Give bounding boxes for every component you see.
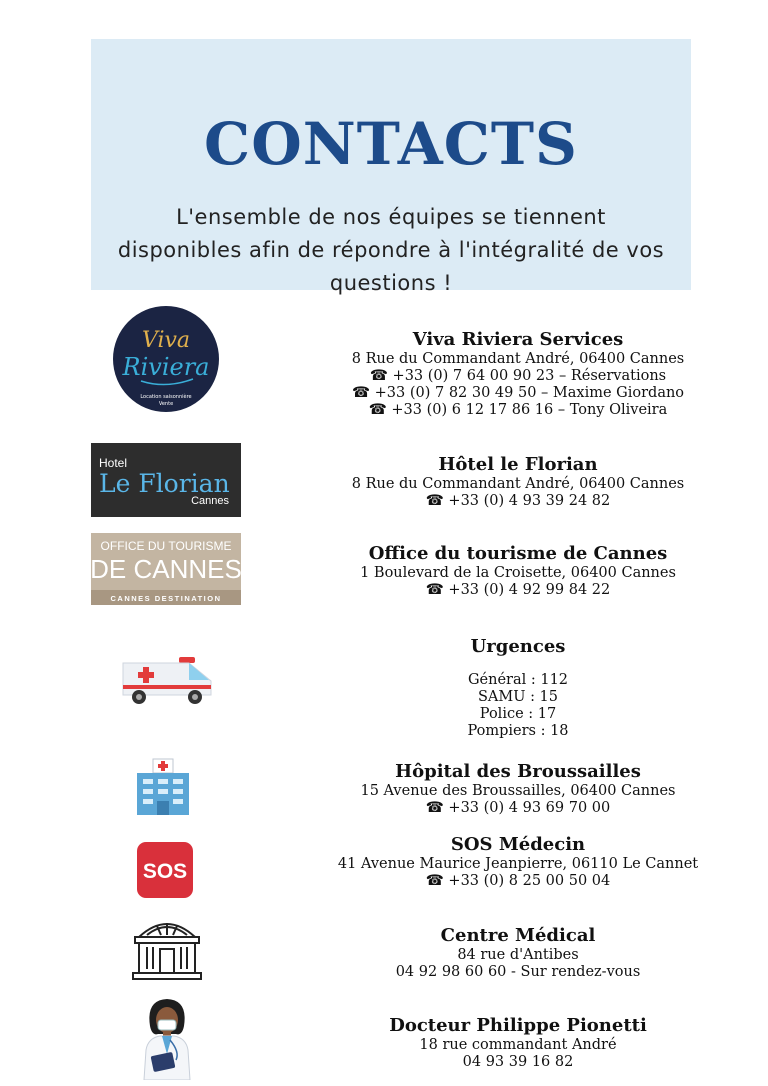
contact-name: Office du tourisme de Cannes — [368, 543, 668, 564]
office-tourisme-logo — [91, 533, 241, 605]
contact-phone[interactable]: ☎ +33 (0) 6 12 17 86 16 – Tony Oliveira — [368, 402, 668, 418]
viva-logo-line2: Riviera — [122, 353, 210, 381]
office-logo-line1: OFFICE DU TOURISME — [100, 539, 232, 553]
florian-logo-line3: Cannes — [191, 495, 229, 507]
contact-address: 41 Avenue Maurice Jeanpierre, 06110 Le Cannet — [337, 856, 699, 872]
contact-name: Viva Riviera Services — [412, 329, 624, 350]
florian-logo-line1: Hotel — [99, 456, 128, 470]
contact-phone[interactable]: ☎ +33 (0) 4 92 99 84 22 — [425, 582, 611, 598]
office-logo-line2: DE CANNES — [91, 554, 241, 584]
ambulance-icon — [119, 655, 215, 707]
page-subtitle: L'ensemble de nos équipes se tiennent disponibles afin de répondre à l'intégralité de vos questions ! — [117, 205, 665, 295]
contact-sos-medecin — [300, 834, 736, 890]
contact-phone[interactable]: ☎ +33 (0) 7 64 00 90 23 – Réservations — [369, 368, 667, 384]
contact-phone[interactable]: ☎ +33 (0) 8 25 00 50 04 — [425, 873, 611, 889]
doctor-illustration — [136, 996, 198, 1080]
hospital-icon — [133, 757, 193, 817]
contact-name: Hôpital des Broussailles — [395, 761, 641, 782]
contact-address: 84 rue d'Antibes — [457, 947, 579, 963]
contact-phone[interactable]: ☎ +33 (0) 4 93 39 24 82 — [425, 493, 611, 509]
contact-phone[interactable]: 04 92 98 60 60 - Sur rendez-vous — [395, 964, 641, 980]
contact-docteur-pionetti — [300, 1015, 736, 1071]
medical-center-building-icon — [131, 913, 203, 981]
contact-address: 1 Boulevard de la Croisette, 06400 Cannes — [360, 565, 676, 581]
header-banner — [91, 39, 691, 295]
hotel-le-florian-logo — [91, 443, 241, 517]
contact-name: Hôtel le Florian — [438, 454, 598, 475]
contact-viva-riviera — [300, 329, 736, 419]
office-logo-line3: CANNES DESTINATION — [110, 594, 222, 603]
sos-badge-label: SOS — [142, 860, 188, 883]
contact-name: Docteur Philippe Pionetti — [389, 1015, 647, 1036]
florian-logo-line2: Le Florian — [99, 469, 230, 498]
contact-phone[interactable]: 04 93 39 16 82 — [462, 1054, 574, 1070]
contact-address: 15 Avenue des Broussailles, 06400 Cannes — [360, 783, 676, 799]
contact-office-tourisme — [300, 543, 736, 599]
emergency-number[interactable]: Pompiers : 18 — [467, 723, 569, 739]
contact-hotel-le-florian — [300, 454, 736, 510]
contact-urgences — [300, 636, 736, 740]
page-title: CONTACTS — [204, 110, 578, 178]
sos-badge — [137, 842, 193, 898]
viva-logo-line4: Vente — [158, 401, 174, 407]
contact-address: 18 rue commandant André — [419, 1037, 617, 1053]
emergency-number[interactable]: SAMU : 15 — [477, 689, 559, 705]
contact-name: SOS Médecin — [450, 834, 586, 855]
contact-name: Urgences — [470, 636, 566, 657]
contact-centre-medical — [300, 925, 736, 981]
viva-logo-line1: Viva — [141, 328, 191, 353]
contact-address: 8 Rue du Commandant André, 06400 Cannes — [351, 351, 685, 367]
contact-phone[interactable]: ☎ +33 (0) 4 93 69 70 00 — [425, 800, 611, 816]
viva-riviera-logo — [111, 305, 221, 413]
emergency-number[interactable]: Général : 112 — [467, 672, 569, 688]
emergency-number[interactable]: Police : 17 — [479, 706, 557, 722]
viva-logo-line3: Location saisonnière — [140, 394, 192, 400]
contact-hopital-broussailles — [300, 761, 736, 817]
contact-phone[interactable]: ☎ +33 (0) 7 82 30 49 50 – Maxime Giordano — [351, 385, 685, 401]
contact-name: Centre Médical — [440, 925, 596, 946]
contact-address: 8 Rue du Commandant André, 06400 Cannes — [351, 476, 685, 492]
